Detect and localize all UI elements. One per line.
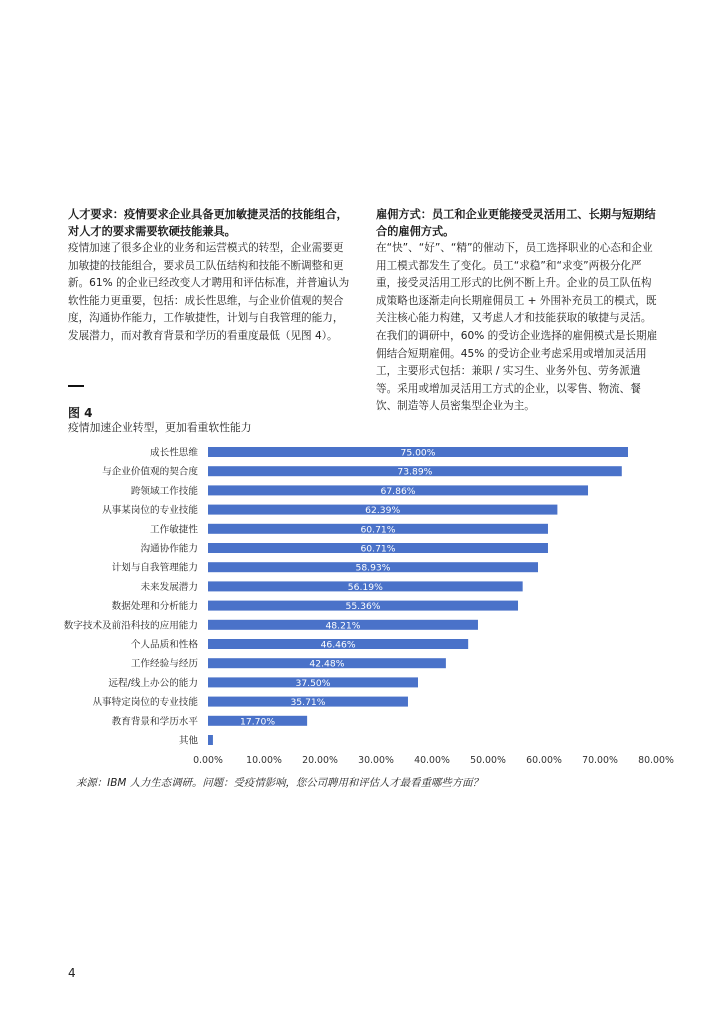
bar-value-label: 73.89%: [397, 466, 433, 478]
category-label: 成长性思维: [150, 447, 198, 459]
bar-value-label: 46.46%: [320, 639, 356, 651]
left-heading: [68, 206, 353, 240]
right-heading: [376, 206, 661, 240]
bar-value-label: 60.71%: [360, 543, 396, 555]
category-label: 工作经验与经历: [130, 658, 198, 670]
category-label: 未来发展潜力: [140, 581, 198, 593]
right-body: 在“快”、“好”、“精”的催动下，员工选择职业的心态和企业用工模式都发生了变化。员工“求稳”和“求变”两极分化严重，接受灵活用工形式的比例不断上升。企业的员工队伍构成策略也逐渐走向长期雇佣员工 + 外围补充员工的模式，既关注核心能力构建，又考虑人才和技能获取的敏捷与灵活。在我们的调研中，60% 的受访企业选择的雇佣模式是长期雇佣结合短期雇佣。45% 的受访企业考虑采用或增加灵活用工，主要形式包括：兼职 / 实习生、业务外包、劳务派遣等。采用或增加灵活用工方式的企业，以零售、物流、餐饮、制造等人员密集型企业为主。: [376, 242, 658, 413]
category-label: 跨领域工作技能: [130, 485, 198, 497]
bar-value-label: 67.86%: [380, 485, 416, 497]
x-tick-label: 40.00%: [414, 755, 450, 766]
bar-value-label: 48.21%: [325, 620, 361, 632]
figure-label: 图 4: [68, 406, 93, 420]
category-label: 其他: [178, 735, 198, 747]
category-label: 工作敏捷性: [150, 524, 198, 536]
bar-value-label: 60.71%: [360, 524, 396, 536]
category-label: 远程/线上办公的能力: [108, 677, 198, 689]
x-tick-label: 80.00%: [638, 755, 674, 766]
x-tick-label: 20.00%: [302, 755, 338, 766]
bar-value-label: 37.50%: [295, 677, 331, 689]
section-divider: [68, 385, 84, 387]
x-tick-label: 60.00%: [526, 755, 562, 766]
left-heading-line-1: 人才要求：疫情要求企业具备更加敏捷灵活的技能组合，: [68, 208, 348, 221]
category-label: 从事特定岗位的专业技能: [92, 697, 198, 709]
x-tick-label: 50.00%: [470, 755, 506, 766]
bar-value-label: 42.48%: [309, 658, 345, 670]
bar-value-label: 55.36%: [345, 601, 381, 613]
right-heading-line-1: 雇佣方式：员工和企业更能接受灵活用工、长期与短期结: [376, 208, 656, 221]
skills-bar-chart: [0, 440, 725, 770]
figure-caption: 疫情加速企业转型，更加看重软性能力: [68, 421, 252, 434]
bar: [208, 735, 213, 745]
x-tick-label: 0.00%: [193, 755, 223, 766]
page-number: 4: [68, 966, 76, 980]
left-body: 疫情加速了很多企业的业务和运营模式的转型，企业需要更加敏捷的技能组合，要求员工队伍结构和技能不断调整和更新。61% 的企业已经改变人才聘用和评估标准，并普遍认为软性能力更重要，包括：成长性思维，与企业价值观的契合度，沟通协作能力，工作敏捷性，计划与自我管理的能力，发展潜力，而对教育背景和学历的看重度最低（见图 4）。: [68, 242, 350, 342]
bar-value-label: 58.93%: [355, 562, 391, 574]
category-label: 教育背景和学历水平: [111, 716, 198, 728]
bar-value-label: 75.00%: [400, 447, 436, 459]
category-label: 与企业价值观的契合度: [102, 466, 198, 478]
bar-value-label: 56.19%: [347, 581, 383, 593]
left-column: [68, 206, 353, 346]
category-label: 数字技术及前沿科技的应用能力: [63, 620, 198, 632]
right-heading-line-2: 合的雇佣方式。: [376, 225, 455, 238]
category-label: 计划与自我管理能力: [111, 562, 198, 574]
right-column: [376, 206, 661, 416]
category-label: 从事某岗位的专业技能: [102, 505, 198, 517]
bar-value-label: 62.39%: [365, 505, 401, 517]
x-tick-label: 30.00%: [358, 755, 394, 766]
x-tick-label: 10.00%: [246, 755, 282, 766]
category-label: 沟通协作能力: [140, 543, 198, 555]
figure-source: 来源：IBM 人力生态调研。问题：受疫情影响，您公司聘用和评估人才最看重哪些方面？: [76, 777, 483, 789]
bar-value-label: 35.71%: [290, 697, 326, 709]
category-label: 个人品质和性格: [130, 639, 198, 651]
bar-value-label: 17.70%: [240, 716, 276, 728]
category-label: 数据处理和分析能力: [111, 601, 198, 613]
x-tick-label: 70.00%: [582, 755, 618, 766]
left-heading-line-2: 对人才的要求需要软硬技能兼具。: [68, 225, 236, 238]
